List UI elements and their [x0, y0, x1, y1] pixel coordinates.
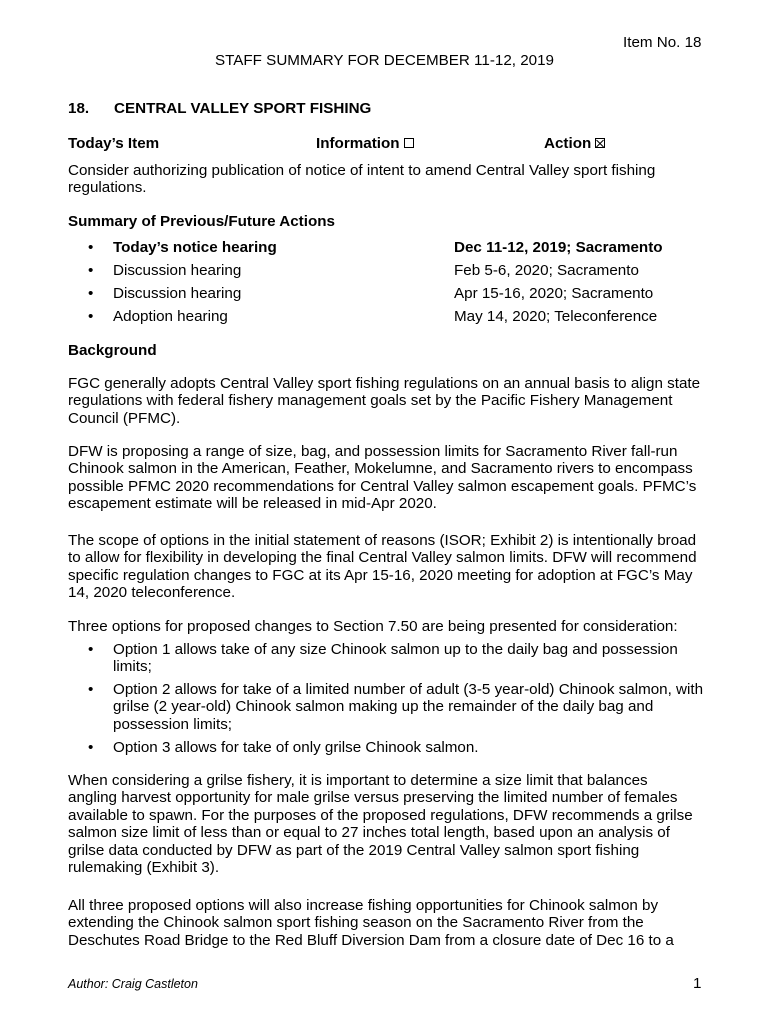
- text-line: possible PFMC 2020 recommendations for Central Valley salmon escapement goals. PFMC’s: [68, 477, 697, 495]
- action-option: [544, 135, 605, 152]
- summary-row-date: Dec 11-12, 2019; Sacramento: [454, 239, 663, 256]
- bullet-icon: •: [88, 262, 94, 279]
- text-line: 14, 2020 teleconference.: [68, 584, 236, 602]
- information-checkbox: [404, 138, 414, 148]
- information-label: Information: [316, 135, 400, 152]
- text-line: regulations with federal fishery management goals set by the Pacific Fishery Management: [68, 392, 673, 410]
- text-line: FGC generally adopts Central Valley sport fishing regulations on an annual basis to align state: [68, 375, 701, 392]
- summary-row-label: Discussion hearing: [113, 262, 242, 279]
- intro-paragraph: [68, 162, 655, 197]
- text-line: escapement estimate will be released in mid-Apr 2020.: [68, 495, 437, 513]
- text-line: Council (PFMC).: [68, 409, 181, 427]
- bullet-icon: •: [88, 285, 94, 302]
- text-line: extending the Chinook salmon sport fishing season on the Sacramento River from the: [68, 914, 644, 932]
- action-checkbox: [595, 138, 605, 148]
- section-title: CENTRAL VALLEY SPORT FISHING: [114, 100, 372, 117]
- page-number: 1: [693, 975, 702, 992]
- background-paragraph-2: [68, 443, 696, 513]
- options-intro: Three options for proposed changes to Section 7.50 are being presented for consideration:: [68, 618, 678, 635]
- section-number: 18.: [68, 100, 90, 117]
- text-line: Consider authorizing publication of notice of intent to amend Central Valley sport fishing: [68, 162, 656, 179]
- summary-row-date: Feb 5-6, 2020; Sacramento: [454, 262, 639, 279]
- summary-row-label: Today’s notice hearing: [113, 239, 277, 256]
- text-line: Option 3 allows for take of only grilse Chinook salmon.: [113, 739, 479, 756]
- background-paragraph-1: [68, 375, 700, 427]
- text-line: Option 1 allows take of any size Chinook salmon up to the daily bag and possession: [113, 641, 678, 658]
- text-line: Deschutes Road Bridge to the Red Bluff Diversion Dam from a closure date of Dec 16 to a: [68, 931, 674, 949]
- text-line: rulemaking (Exhibit 3).: [68, 859, 220, 877]
- option-text: [113, 739, 479, 756]
- text-line: to allow for flexibility in developing the final Central Valley salmon limits. DFW will recommend: [68, 549, 697, 567]
- summary-row-label: Discussion hearing: [113, 285, 242, 302]
- summary-row-date: May 14, 2020; Teleconference: [454, 308, 658, 325]
- text-line: salmon size limit of less than or equal to 27 inches total length, based upon an analysis of: [68, 824, 670, 842]
- text-line: All three proposed options will also increase fishing opportunities for Chinook salmon by: [68, 897, 659, 914]
- background-paragraph-3: [68, 532, 697, 602]
- summary-heading: Summary of Previous/Future Actions: [68, 213, 335, 230]
- text-line: grilse data conducted by DFW as part of the 2019 Central Valley salmon sport fishing: [68, 841, 640, 859]
- bullet-icon: •: [88, 681, 94, 698]
- background-paragraph-5: [68, 772, 693, 876]
- item-number: Item No. 18: [623, 34, 702, 51]
- text-line: When considering a grilse fishery, it is important to determine a size limit that balances: [68, 772, 648, 789]
- bullet-icon: •: [88, 739, 94, 756]
- summary-row-label: Adoption hearing: [113, 308, 228, 325]
- action-label: Action: [544, 135, 592, 152]
- bullet-icon: •: [88, 308, 94, 325]
- text-line: possession limits;: [113, 715, 233, 733]
- text-line: The scope of options in the initial statement of reasons (ISOR; Exhibit 2) is intentionally broad: [68, 532, 697, 549]
- option-text: [113, 641, 678, 676]
- text-line: Option 2 allows for take of a limited number of adult (3-5 year-old) Chinook salmon, with: [113, 681, 704, 698]
- summary-row-date: Apr 15-16, 2020; Sacramento: [454, 285, 654, 302]
- text-line: angling harvest opportunity for male grilse versus preserving the limited number of females: [68, 789, 678, 807]
- text-line: DFW is proposing a range of size, bag, and possession limits for Sacramento River fall-run: [68, 443, 678, 460]
- background-paragraph-6: [68, 897, 674, 949]
- information-option: [316, 135, 414, 152]
- text-line: limits;: [113, 658, 152, 676]
- text-line: regulations.: [68, 179, 147, 197]
- text-line: Chinook salmon in the American, Feather, Mokelumne, and Sacramento rivers to encompass: [68, 460, 693, 478]
- text-line: available to spawn. For the purposes of the proposed regulations, DFW recommends a grilse: [68, 806, 693, 824]
- footer-author: Author: Craig Castleton: [68, 977, 198, 991]
- todays-item-label: Today’s Item: [68, 135, 160, 152]
- document-title: STAFF SUMMARY FOR DECEMBER 11-12, 2019: [215, 52, 554, 69]
- bullet-icon: •: [88, 239, 94, 256]
- background-heading: Background: [68, 342, 157, 359]
- text-line: specific regulation changes to FGC at its Apr 15-16, 2020 meeting for adoption at FGC’s May: [68, 566, 693, 584]
- bullet-icon: •: [88, 641, 94, 658]
- option-text: [113, 681, 703, 733]
- text-line: grilse (2 year-old) Chinook salmon making up the remainder of the daily bag and: [113, 698, 654, 716]
